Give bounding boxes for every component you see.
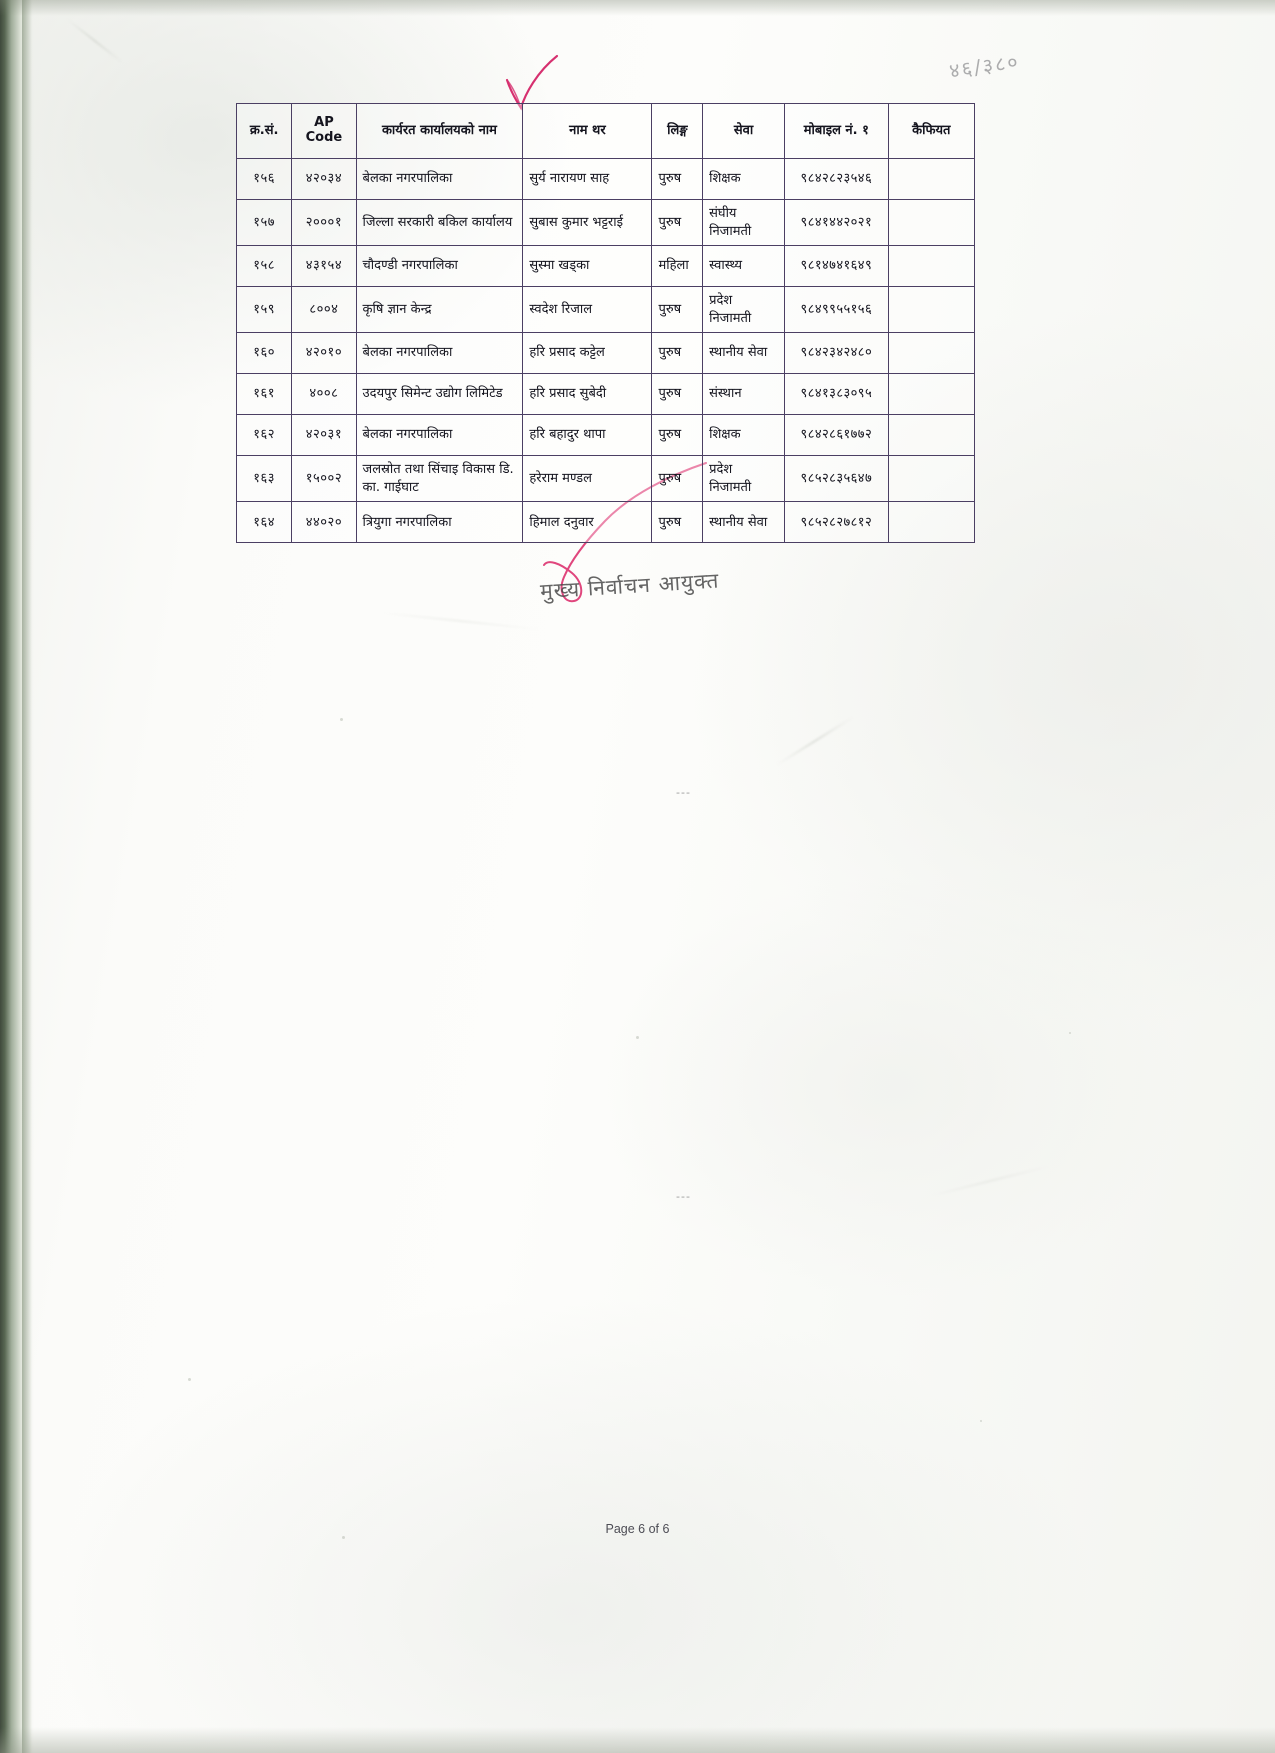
- cell-gender: पुरुष: [652, 374, 703, 415]
- paper-speck: [188, 1378, 191, 1381]
- table-body: [237, 159, 975, 543]
- cell-mobile: ९८५२८२७८१२: [785, 502, 888, 543]
- cell-remarks: [888, 246, 974, 287]
- table-header-row: [237, 104, 975, 159]
- cell-sn: १५८: [237, 246, 292, 287]
- stray-mark: ---: [676, 1190, 691, 1203]
- roster-table: [236, 103, 975, 543]
- paper-crease: [67, 19, 123, 64]
- cell-name: हरि प्रसाद सुबेदी: [523, 374, 652, 415]
- table-header: [237, 104, 975, 159]
- cell-service: शिक्षक: [703, 159, 785, 200]
- cell-gender: पुरुष: [652, 502, 703, 543]
- column-header-office: कार्यरत कार्यालयको नाम: [356, 104, 523, 159]
- column-header-sn: क्र.सं.: [237, 104, 292, 159]
- ap-code-line-1: AP: [314, 115, 334, 131]
- handwritten-signature-caption: मुख्य निर्वाचन आयुक्त: [539, 568, 721, 604]
- cell-sn: १५९: [237, 287, 292, 333]
- cell-mobile: ९८५२८३५६४७: [785, 456, 888, 502]
- table-row: [237, 456, 975, 502]
- cell-remarks: [888, 374, 974, 415]
- table-row: [237, 159, 975, 200]
- cell-name: हरेराम मण्डल: [523, 456, 652, 502]
- cell-service: स्थानीय सेवा: [703, 502, 785, 543]
- cell-gender: पुरुष: [652, 456, 703, 502]
- cell-service: शिक्षक: [703, 415, 785, 456]
- cell-service: प्रदेश निजामती: [703, 456, 785, 502]
- table-row: [237, 246, 975, 287]
- roster-table-container: [236, 103, 975, 543]
- cell-name: सुर्य नारायण साह: [523, 159, 652, 200]
- page-bottom-edge-shadow: [0, 1727, 1275, 1753]
- page-top-edge-shadow: [0, 0, 1275, 16]
- cell-name: स्वदेश रिजाल: [523, 287, 652, 333]
- cell-gender: पुरुष: [652, 415, 703, 456]
- cell-gender: पुरुष: [652, 333, 703, 374]
- table-row: [237, 374, 975, 415]
- cell-remarks: [888, 333, 974, 374]
- paper-speck: [980, 1420, 982, 1422]
- column-header-remarks: कैफियत: [888, 104, 974, 159]
- cell-name: हरि प्रसाद कट्टेल: [523, 333, 652, 374]
- cell-ap-code: ४००८: [292, 374, 356, 415]
- cell-office: उदयपुर सिमेन्ट उद्योग लिमिटेड: [356, 374, 523, 415]
- paper-crease: [380, 612, 539, 631]
- cell-name: हरि बहादुर थापा: [523, 415, 652, 456]
- cell-gender: पुरुष: [652, 287, 703, 333]
- stray-mark: ---: [676, 786, 691, 799]
- handwritten-corner-number: ४६/३८०: [947, 49, 1022, 83]
- cell-remarks: [888, 200, 974, 246]
- cell-ap-code: २०००१: [292, 200, 356, 246]
- column-header-name: नाम थर: [523, 104, 652, 159]
- cell-sn: १६०: [237, 333, 292, 374]
- cell-sn: १६२: [237, 415, 292, 456]
- cell-office: चौदण्डी नगरपालिका: [356, 246, 523, 287]
- paper-crease: [932, 1166, 1049, 1197]
- cell-sn: १६१: [237, 374, 292, 415]
- cell-gender: महिला: [652, 246, 703, 287]
- paper-speck: [1069, 1032, 1071, 1034]
- column-header-service: सेवा: [703, 104, 785, 159]
- cell-mobile: ९८४२३४२४८०: [785, 333, 888, 374]
- cell-mobile: ९८४१४४२०२१: [785, 200, 888, 246]
- cell-service: स्थानीय सेवा: [703, 333, 785, 374]
- cell-mobile: ९८४२८६१७७२: [785, 415, 888, 456]
- cell-sn: १५६: [237, 159, 292, 200]
- cell-remarks: [888, 502, 974, 543]
- cell-sn: १५७: [237, 200, 292, 246]
- cell-ap-code: ४२०३१: [292, 415, 356, 456]
- cell-name: सुस्मा खड्का: [523, 246, 652, 287]
- table-row: [237, 415, 975, 456]
- cell-remarks: [888, 287, 974, 333]
- paper-crease: [776, 716, 853, 765]
- cell-office: जलस्रोत तथा सिंचाइ विकास डि. का. गाईघाट: [356, 456, 523, 502]
- cell-name: सुबास कुमार भट्टराई: [523, 200, 652, 246]
- page-left-edge-gradient: [22, 0, 32, 1753]
- table-row: [237, 333, 975, 374]
- cell-mobile: ९८१४७४१६४९: [785, 246, 888, 287]
- cell-sn: १६३: [237, 456, 292, 502]
- cell-service: प्रदेश निजामती: [703, 287, 785, 333]
- column-header-ap-code: [292, 104, 356, 159]
- cell-ap-code: ८००४: [292, 287, 356, 333]
- cell-gender: पुरुष: [652, 159, 703, 200]
- ap-code-line-2: Code: [305, 130, 343, 145]
- column-header-mobile: मोबाइल नं. १: [785, 104, 888, 159]
- cell-service: स्वास्थ्य: [703, 246, 785, 287]
- cell-mobile: ९८४२८२३५४६: [785, 159, 888, 200]
- column-header-gender: लिङ्ग: [652, 104, 703, 159]
- page-footer: Page 6 of 6: [605, 1522, 670, 1536]
- paper-speck: [342, 1536, 345, 1539]
- paper-speck: [340, 718, 343, 721]
- cell-office: जिल्ला सरकारी बकिल कार्यालय: [356, 200, 523, 246]
- cell-ap-code: ४४०२०: [292, 502, 356, 543]
- cell-office: कृषि ज्ञान केन्द्र: [356, 287, 523, 333]
- cell-gender: पुरुष: [652, 200, 703, 246]
- cell-service: संघीय निजामती: [703, 200, 785, 246]
- cell-service: संस्थान: [703, 374, 785, 415]
- cell-ap-code: ४३१५४: [292, 246, 356, 287]
- cell-remarks: [888, 456, 974, 502]
- cell-remarks: [888, 159, 974, 200]
- cell-sn: १६४: [237, 502, 292, 543]
- cell-office: बेलका नगरपालिका: [356, 159, 523, 200]
- table-row: [237, 287, 975, 333]
- table-row: [237, 200, 975, 246]
- cell-office: बेलका नगरपालिका: [356, 333, 523, 374]
- table-row: [237, 502, 975, 543]
- cell-remarks: [888, 415, 974, 456]
- cell-mobile: ९८४९९५५१५६: [785, 287, 888, 333]
- paper-speck: [636, 1036, 639, 1039]
- cell-ap-code: ४२०१०: [292, 333, 356, 374]
- cell-office: त्रियुगा नगरपालिका: [356, 502, 523, 543]
- cell-name: हिमाल दनुवार: [523, 502, 652, 543]
- cell-mobile: ९८४१३८३०९५: [785, 374, 888, 415]
- cell-office: बेलका नगरपालिका: [356, 415, 523, 456]
- cell-ap-code: ४२०३४: [292, 159, 356, 200]
- cell-ap-code: १५००२: [292, 456, 356, 502]
